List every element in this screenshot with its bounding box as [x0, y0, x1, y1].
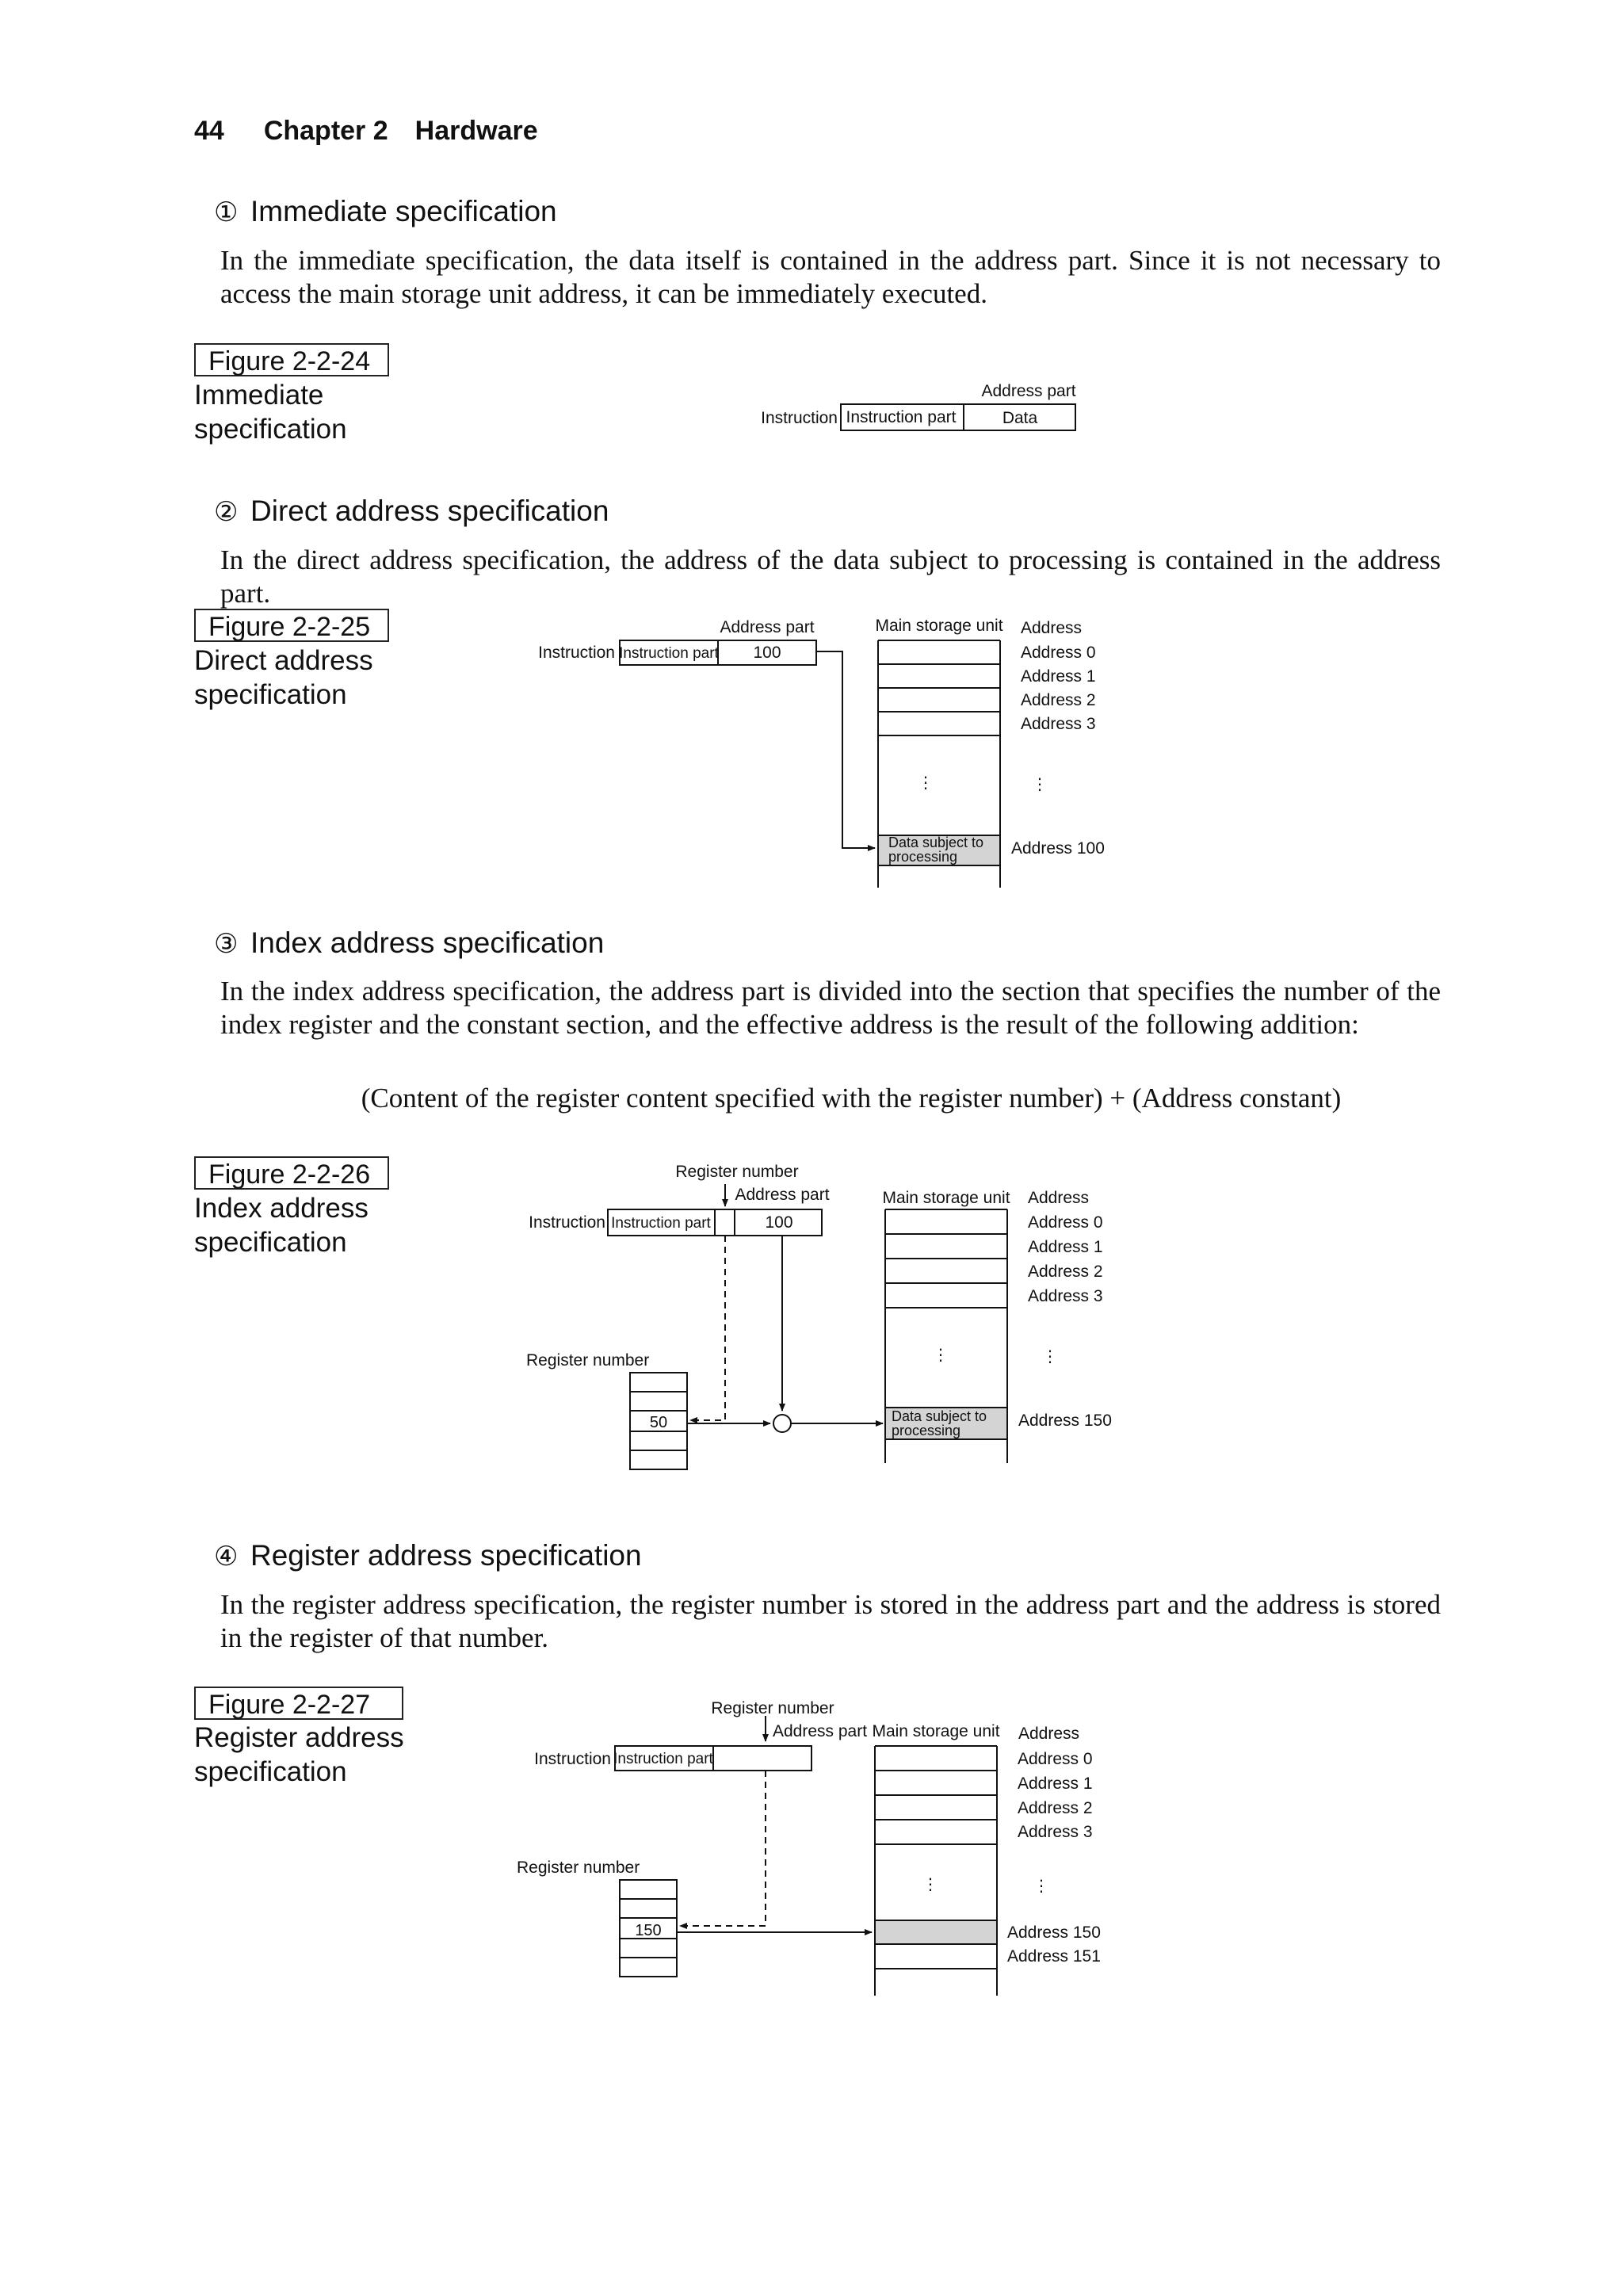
section-paragraph: In the index address specification, the address part is divided into the section that specifies the number of the index register and the constant section, and the effective address is the result of the following addition: — [220, 976, 1441, 1040]
instruction-part-label: Instruction part — [619, 645, 719, 662]
instruction-label: Instruction — [534, 1750, 611, 1768]
address-label: Address 0 — [1021, 644, 1096, 662]
section-paragraph: In the immediate specification, the data itself is contained in the address part. Since it is not necessary to access the main storage unit address, it can be immediately executed. — [220, 245, 1441, 309]
instruction-label: Instruction — [538, 644, 615, 662]
address-label: Address 3 — [1021, 715, 1096, 733]
data-subject-line1: Data subject to — [888, 835, 984, 850]
section-marker: ③ — [214, 929, 239, 959]
register-select-dashed-arrow — [690, 1236, 725, 1420]
main-storage-label: Main storage unit — [872, 1722, 1000, 1740]
address-label: Address 0 — [1028, 1213, 1103, 1232]
section-paragraph: In the direct address specification, the address of the data subject to processing is contained in the address part. — [220, 544, 1441, 609]
address-header: Address — [1021, 619, 1083, 637]
address-label: Address 2 — [1018, 1799, 1093, 1817]
address-part-label: Address part — [720, 618, 815, 636]
instruction-part-label: Instruction part — [846, 408, 957, 426]
register-number-top-label: Register number — [711, 1699, 834, 1717]
address-pointer-arrow — [816, 651, 875, 848]
data-label: Data — [1002, 409, 1038, 427]
main-storage-label: Main storage unit — [875, 617, 1003, 635]
figure-number-box: Figure 2-2-26 — [194, 1156, 389, 1190]
instruction-part-label: Instruction part — [613, 1751, 713, 1767]
address-header: Address — [1018, 1725, 1080, 1743]
page-number: 44 — [194, 116, 224, 146]
section-title: Immediate specification — [250, 195, 557, 227]
address-ellipsis: ⋮ — [1033, 1878, 1049, 1895]
formula-text: (Content of the register content specified with the register number) + (Address constant) — [361, 1083, 1342, 1114]
figure-caption: Direct address specification — [194, 645, 373, 710]
address-label: Address 2 — [1021, 691, 1096, 709]
data-subject-line2: processing — [892, 1423, 961, 1438]
address-label: Address 3 — [1018, 1823, 1093, 1841]
chapter-label: Chapter 2 — [263, 116, 388, 146]
memory-ellipsis: ⋮ — [933, 1347, 949, 1364]
address-value: 100 — [753, 644, 781, 662]
section-title: Index address specification — [250, 926, 605, 959]
section-title: Register address specification — [250, 1539, 642, 1572]
memory-ellipsis: ⋮ — [918, 774, 934, 792]
address-label: Address 1 — [1021, 667, 1096, 686]
figure-number-box: Figure 2-2-27 — [194, 1687, 403, 1720]
figure-caption: Index address specification — [194, 1193, 369, 1258]
adder-circle — [773, 1415, 791, 1432]
data-subject-line2: processing — [888, 849, 958, 865]
section-marker: ④ — [214, 1541, 239, 1572]
register-number-left-label: Register number — [517, 1859, 640, 1877]
figure-number-box: Figure 2-2-25 — [194, 609, 389, 642]
address-ellipsis: ⋮ — [1042, 1348, 1058, 1366]
instruction-label: Instruction — [761, 409, 838, 427]
target-address-label: Address 150 — [1018, 1412, 1112, 1430]
memory-ellipsis: ⋮ — [922, 1876, 938, 1893]
section-title: Direct address specification — [250, 495, 609, 527]
address-ellipsis: ⋮ — [1032, 776, 1048, 793]
instruction-part-label: Instruction part — [611, 1215, 711, 1232]
section-marker: ① — [214, 197, 239, 227]
target-address-label: Address 150 — [1007, 1924, 1101, 1942]
register-value: 150 — [635, 1922, 662, 1939]
memory-target-cell — [875, 1920, 997, 1944]
address-value: 100 — [765, 1213, 793, 1232]
address-label: Address 2 — [1028, 1263, 1103, 1281]
address-label: Address 1 — [1028, 1238, 1103, 1256]
address-label: Address 3 — [1028, 1287, 1103, 1305]
main-storage-label: Main storage unit — [882, 1189, 1010, 1207]
address-part-label: Address part — [773, 1722, 868, 1740]
address-label: Address 1 — [1018, 1775, 1093, 1793]
address-part-label: Address part — [735, 1186, 830, 1204]
next-address-label: Address 151 — [1007, 1947, 1101, 1966]
data-subject-line1: Data subject to — [892, 1408, 987, 1424]
register-number-left-label: Register number — [526, 1351, 650, 1370]
section-paragraph: In the register address specification, the register number is stored in the address part and the address is stored in the register of that number. — [220, 1589, 1441, 1653]
register-value: 50 — [649, 1414, 668, 1431]
address-header: Address — [1028, 1189, 1090, 1207]
address-label: Address 0 — [1018, 1750, 1093, 1768]
figure-caption: Immediate specification — [194, 380, 347, 445]
target-address-label: Address 100 — [1011, 839, 1105, 858]
chapter-title: Hardware — [414, 116, 538, 146]
figure-caption: Register address specification — [194, 1722, 404, 1787]
instruction-label: Instruction — [529, 1213, 605, 1232]
register-select-dashed-arrow — [680, 1771, 766, 1926]
register-number-top-label: Register number — [675, 1163, 799, 1181]
section-marker: ② — [214, 497, 239, 527]
address-part-label: Address part — [981, 382, 1076, 400]
figure-number-box: Figure 2-2-24 — [194, 343, 389, 376]
